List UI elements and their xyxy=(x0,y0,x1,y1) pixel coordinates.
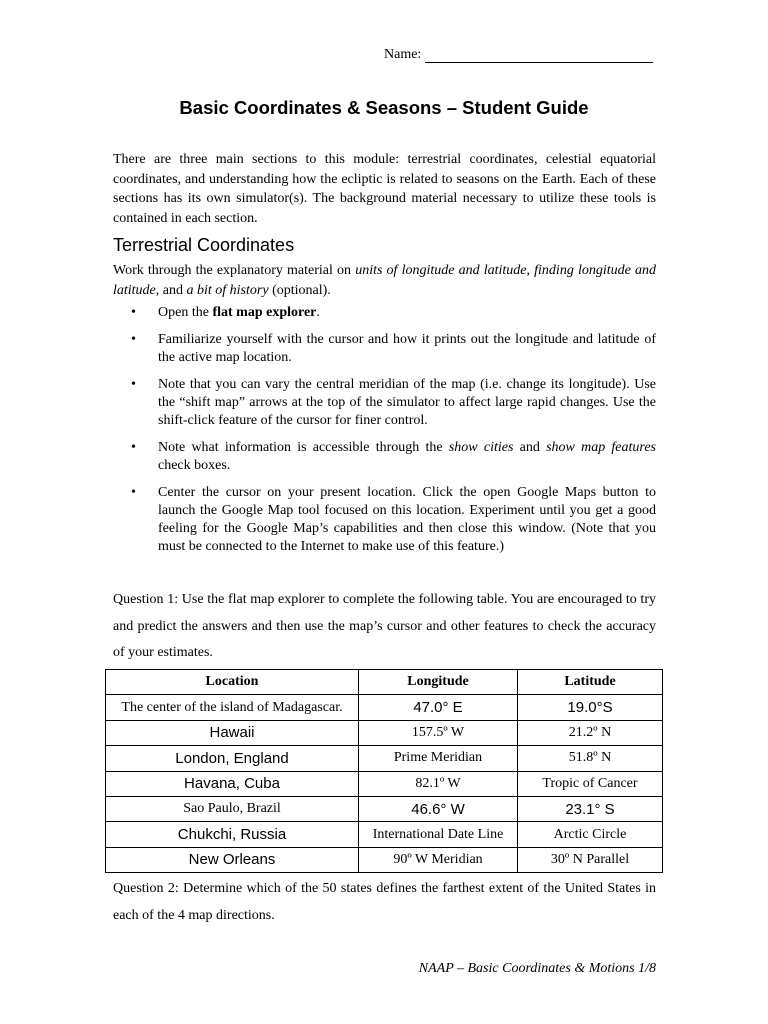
table-row xyxy=(106,771,663,796)
page-title: Basic Coordinates & Seasons – Student Guide xyxy=(179,97,589,118)
work-text-sep1: , xyxy=(526,263,535,278)
cell-location: Chukchi, Russia xyxy=(106,822,359,847)
list-item: • Center the cursor on your present location. Click the open Google Maps button to launch the Google Map tool focused on this location. Experiment until you get a good feeling for the Google Map’s capabilities and then close this window. (Note that you must be connected to the Internet to make use of this feature.) xyxy=(131,485,656,554)
table-row xyxy=(106,822,663,847)
table-header-row xyxy=(106,670,663,695)
list-item: • Note what information is accessible through the show cities and show map features check boxes. xyxy=(131,440,657,473)
list-item: • Familiarize yourself with the cursor and how it prints out the longitude and latitude of the active map location. xyxy=(131,332,656,365)
table-row xyxy=(106,847,663,872)
flat-map-explorer-label: flat map explorer xyxy=(212,305,317,320)
cell-latitude: 21.2º N xyxy=(518,720,663,745)
header-latitude: Latitude xyxy=(518,670,663,695)
work-text-pre: Work through the explanatory material on xyxy=(113,263,356,278)
work-text-post: (optional). xyxy=(268,282,331,298)
name-label: Name: xyxy=(384,47,422,62)
question-2: Question 2: Determine which of the 50 states defines the farthest extent of the United States in each of the 4 map directions. xyxy=(113,881,656,923)
table-row xyxy=(106,796,663,821)
bullet-icon: • xyxy=(131,440,136,455)
name-blank-line xyxy=(425,48,653,63)
bullet-icon: • xyxy=(131,332,136,347)
cell-longitude: 90º W Meridian xyxy=(359,847,518,872)
cell-location: London, England xyxy=(106,746,359,771)
header-location: Location xyxy=(106,670,359,695)
cell-latitude: 19.0°S xyxy=(518,695,663,720)
cell-latitude: Arctic Circle xyxy=(518,822,663,847)
coordinates-table xyxy=(105,669,663,873)
intro-paragraph: There are three main sections to this module: terrestrial coordinates, celestial equatorial coordinates, and understanding how the ecliptic is related to seasons on the Earth. Each of these sections has its own simulator(s). The background material necessary to utilize these tools is contained in each section. xyxy=(113,152,656,226)
work-text-finding: finding longitude and latitude xyxy=(113,263,656,298)
bullet-icon: • xyxy=(131,377,136,392)
work-through-paragraph xyxy=(113,261,656,300)
list-item: • Open the flat map explorer. xyxy=(131,305,320,320)
bullet-icon: • xyxy=(131,305,136,320)
cell-longitude: 157.5º W xyxy=(359,720,518,745)
cell-longitude: 47.0° E xyxy=(359,695,518,720)
cell-latitude: 51.8º N xyxy=(518,746,663,771)
question-1: Question 1: Use the flat map explorer to complete the following table. You are encouraged to try and predict the answers and then use the map’s cursor and other features to check the accuracy of your estimates. xyxy=(113,592,656,660)
cell-longitude: International Date Line xyxy=(359,822,518,847)
work-text-units: units of longitude and latitude xyxy=(355,263,527,278)
cell-latitude: 30º N Parallel xyxy=(518,847,663,872)
cell-location: Havana, Cuba xyxy=(106,771,359,796)
cell-location: Hawaii xyxy=(106,720,359,745)
cell-location: New Orleans xyxy=(106,847,359,872)
page-footer: NAAP – Basic Coordinates & Motions 1/8 xyxy=(418,961,656,976)
cell-latitude: Tropic of Cancer xyxy=(518,771,663,796)
cell-longitude: Prime Meridian xyxy=(359,746,518,771)
list-item: • Note that you can vary the central meridian of the map (i.e. change its longitude). Use the “shift map” arrows at the top of the simulator to affect large rapid changes. Use the shift-click feature of the cursor for finer control. xyxy=(131,377,656,428)
cell-longitude: 82.1º W xyxy=(359,771,518,796)
header-longitude: Longitude xyxy=(359,670,518,695)
bullet-icon: • xyxy=(131,485,136,500)
section-heading: Terrestrial Coordinates xyxy=(113,235,295,255)
cell-longitude: 46.6° W xyxy=(359,796,518,821)
table-row xyxy=(106,746,663,771)
instruction-list xyxy=(113,304,656,565)
work-text-sep2: , and xyxy=(155,282,187,298)
table-row xyxy=(106,720,663,745)
work-text-history: a bit of history xyxy=(186,282,269,298)
cell-location: The center of the island of Madagascar. xyxy=(106,695,359,720)
name-field xyxy=(384,47,653,63)
table-row xyxy=(106,695,663,720)
cell-latitude: 23.1° S xyxy=(518,796,663,821)
cell-location: Sao Paulo, Brazil xyxy=(106,796,359,821)
